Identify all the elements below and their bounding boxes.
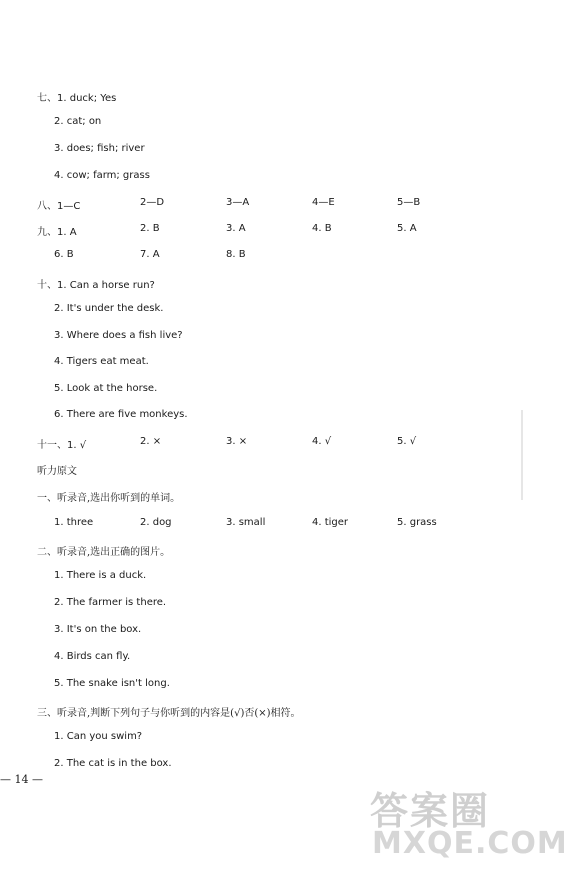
answer-9-cell: 4. B xyxy=(312,223,332,234)
answer-8-cell: 2—D xyxy=(140,197,165,208)
listening-title: 听力原文 xyxy=(37,466,77,477)
listening-part1-word: 2. dog xyxy=(140,517,172,528)
watermark-logo xyxy=(370,780,568,870)
answer-8-label: 八、1—C xyxy=(37,201,81,212)
answer-9-cell: 3. A xyxy=(226,223,246,234)
answer-11-cell: 5. √ xyxy=(397,436,417,447)
answer-11-label: 十一、1. √ xyxy=(37,440,87,451)
listening-part2-line: 4. Birds can fly. xyxy=(54,651,131,662)
answer-10-line-3: 3. Where does a fish live? xyxy=(54,330,183,341)
answer-9-cell: 7. A xyxy=(140,249,160,260)
listening-part2-line: 1. There is a duck. xyxy=(54,570,147,581)
answer-8-cell: 4—E xyxy=(312,197,335,208)
listening-part2-heading: 二、听录音,选出正确的图片。 xyxy=(37,547,171,558)
listening-part1-word: 3. small xyxy=(226,517,266,528)
answer-9-label: 九、1. A xyxy=(37,227,77,238)
answer-11-cell: 3. × xyxy=(226,436,248,447)
listening-part3-line: 2. The cat is in the box. xyxy=(54,758,172,769)
listening-part1-word: 5. grass xyxy=(397,517,437,528)
scan-edge-mark xyxy=(521,410,523,500)
listening-part1-word: 1. three xyxy=(54,517,94,528)
answer-8-cell: 5—B xyxy=(397,197,421,208)
answer-7-line-1: 七、1. duck; Yes xyxy=(37,93,117,104)
answer-9-cell: 6. B xyxy=(54,249,74,260)
page-number: — 14 — xyxy=(0,773,43,786)
answer-10-line-6: 6. There are five monkeys. xyxy=(54,409,188,420)
answer-9-cell: 5. A xyxy=(397,223,417,234)
answer-7-line-2: 2. cat; on xyxy=(54,116,102,127)
answer-11-cell: 4. √ xyxy=(312,436,332,447)
answer-9-cell: 2. B xyxy=(140,223,160,234)
listening-part2-line: 5. The snake isn't long. xyxy=(54,678,170,689)
answer-7-line-3: 3. does; fish; river xyxy=(54,143,145,154)
answer-10-line-4: 4. Tigers eat meat. xyxy=(54,356,149,367)
answer-11-cell: 2. × xyxy=(140,436,162,447)
answer-9-cell: 8. B xyxy=(226,249,246,260)
listening-part3-heading: 三、听录音,判断下列句子与你听到的内容是(√)否(×)相符。 xyxy=(37,708,301,719)
listening-part3-line: 1. Can you swim? xyxy=(54,731,143,742)
watermark-text: 答案圈 xyxy=(370,789,491,833)
answer-10-line-1: 十、1. Can a horse run? xyxy=(37,280,155,291)
answer-10-line-5: 5. Look at the horse. xyxy=(54,383,158,394)
listening-part2-line: 2. The farmer is there. xyxy=(54,597,167,608)
listening-part2-line: 3. It's on the box. xyxy=(54,624,142,635)
watermark-url: MXQE.COM xyxy=(372,826,568,861)
listening-part1-word: 4. tiger xyxy=(312,517,349,528)
listening-part1-heading: 一、听录音,选出你听到的单词。 xyxy=(37,493,181,504)
answer-8-cell: 3—A xyxy=(226,197,250,208)
answer-10-line-2: 2. It's under the desk. xyxy=(54,303,164,314)
answer-7-line-4: 4. cow; farm; grass xyxy=(54,170,150,181)
